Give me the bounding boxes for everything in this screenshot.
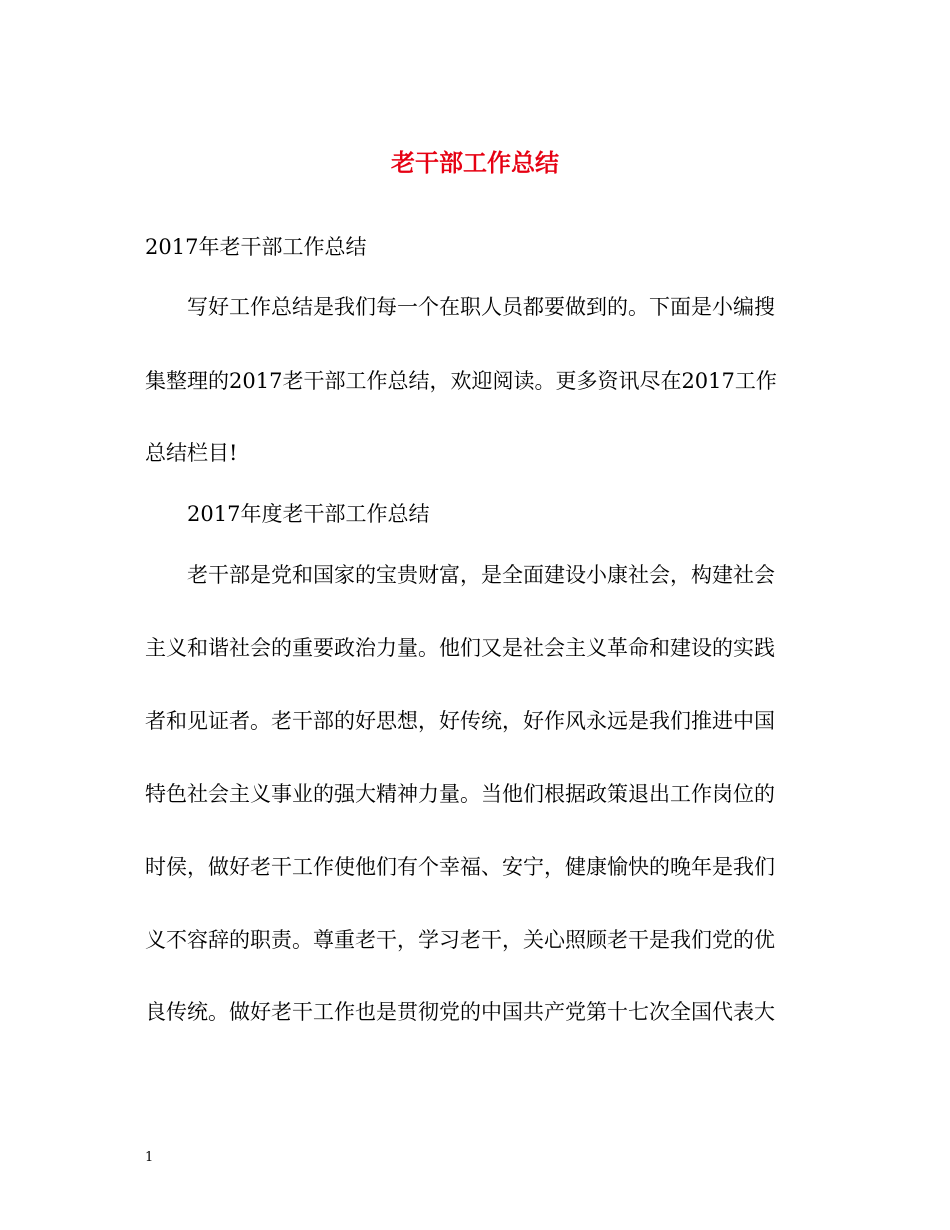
body-line-3: 者和见证者。老干部的好思想，好传统，好作风永远是我们推进中国 — [145, 709, 775, 733]
section-heading: 2017年度老干部工作总结 — [187, 502, 430, 526]
page-number: 1 — [145, 1150, 154, 1165]
body-line-1: 老干部是党和国家的宝贵财富，是全面建设小康社会，构建社会 — [187, 563, 775, 587]
document-subtitle: 2017年老干部工作总结 — [145, 235, 367, 259]
body-line-7: 良传统。做好老干工作也是贯彻党的中国共产党第十七次全国代表大 — [145, 1000, 775, 1024]
body-line-6: 义不容辞的职责。尊重老干，学习老干，关心照顾老干是我们党的优 — [145, 928, 775, 952]
body-line-5: 时侯，做好老干工作使他们有个幸福、安宁，健康愉快的晚年是我们 — [145, 855, 775, 879]
body-line-4: 特色社会主义事业的强大精神力量。当他们根据政策退出工作岗位的 — [145, 782, 775, 806]
intro-line-1: 写好工作总结是我们每一个在职人员都要做到的。下面是小编搜 — [187, 295, 775, 319]
intro-line-3: 总结栏目! — [145, 441, 238, 465]
intro-line-2: 集整理的2017老干部工作总结，欢迎阅读。更多资讯尽在2017工作 — [145, 369, 777, 393]
body-line-2: 主义和谐社会的重要政治力量。他们又是社会主义革命和建设的实践 — [145, 636, 775, 660]
page-title: 老干部工作总结 — [391, 148, 559, 177]
